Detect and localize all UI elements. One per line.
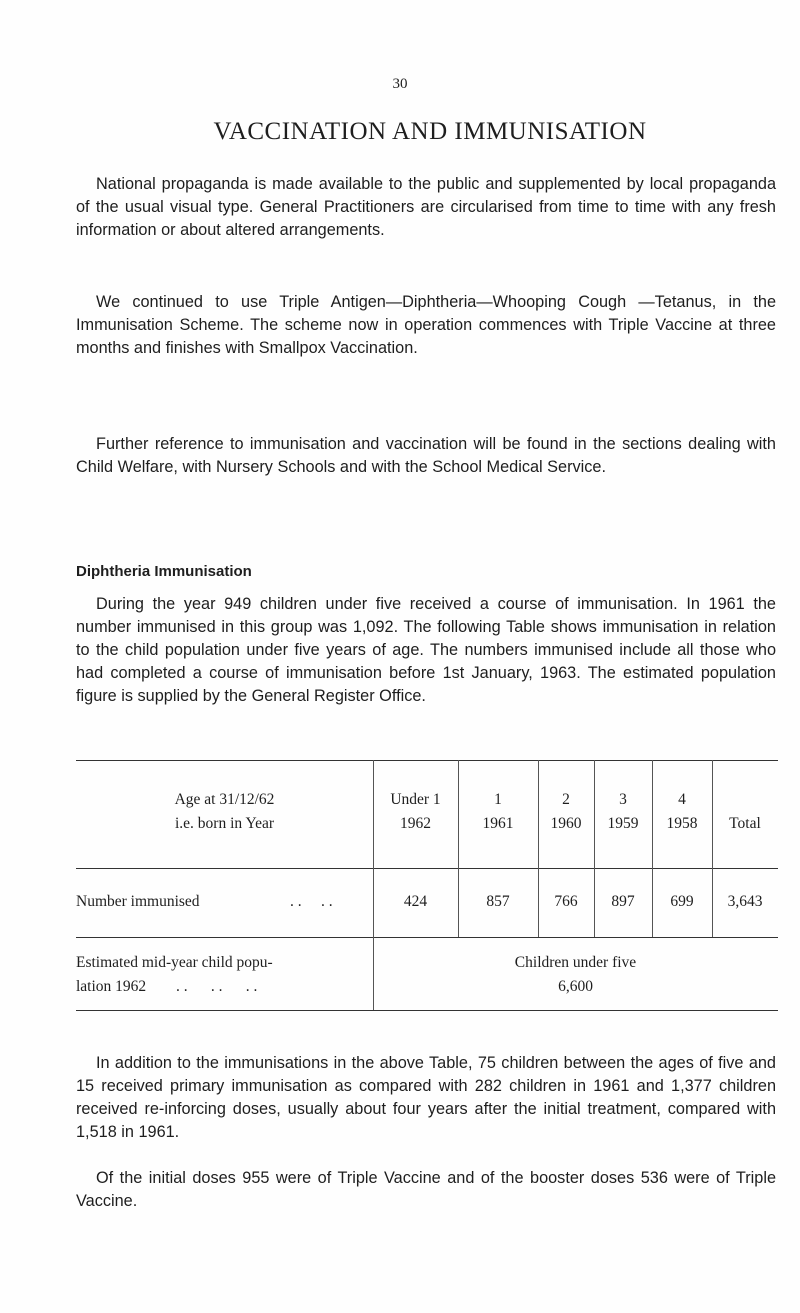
additional-immunisations-paragraph: In addition to the immunisations in the above Table, 75 children between the ages of five and 15 received primary immunisation as compared with 282 children in 1961 and 1,377 children received re-inforcing doses, usually about four years after the initial treatment, compared with 1,518 in 1961. <box>76 1054 776 1141</box>
triple-antigen-paragraph: We continued to use Triple Antigen—Diphtheria—Whooping Cough —Tetanus, in the Immunisation Scheme. The scheme now in operation commences with Triple Vaccine at three months and finishes with Smallpox Vaccination. <box>76 293 776 357</box>
section-heading: Diphtheria Immunisation <box>76 563 252 580</box>
table-row-rule <box>76 937 778 938</box>
col-year-1959: 1959 <box>607 815 639 832</box>
page-number: 30 <box>392 76 408 92</box>
col-total: Total <box>729 815 761 832</box>
estimate-caption: Children under five <box>514 954 637 971</box>
value-age-1: 857 <box>486 893 510 910</box>
col-age-2: 2 <box>562 791 570 808</box>
col-age-3: 3 <box>619 791 627 808</box>
estimate-label-dots: . . . . . . <box>176 978 258 995</box>
col-year-1961: 1961 <box>482 815 514 832</box>
table-header-year: i.e. born in Year <box>174 815 275 832</box>
value-under-1: 424 <box>403 893 428 910</box>
page-title: VACCINATION AND IMMUNISATION <box>213 118 647 145</box>
value-age-3: 897 <box>611 893 635 910</box>
estimate-label-line2: lation 1962 <box>76 978 147 995</box>
estimate-label-line1: Estimated mid-year child popu- <box>76 954 273 971</box>
immunisation-table <box>76 760 778 1010</box>
intro-paragraph: National propaganda is made available to the public and supplemented by local propaganda of the usual visual type. General Practitioners are circularised from time to time with any fresh information or about altered arrangements. <box>76 175 776 239</box>
col-age-under-1: Under 1 <box>390 791 441 808</box>
value-total: 3,643 <box>727 893 763 910</box>
col-year-1960: 1960 <box>550 815 582 832</box>
estimate-value: 6,600 <box>558 978 593 995</box>
initial-doses-paragraph: Of the initial doses 955 were of Triple Vaccine and of the booster doses 536 were of Triple Vaccine. <box>76 1169 776 1210</box>
table-header-rule <box>76 868 778 869</box>
col-age-4: 4 <box>678 791 686 808</box>
col-year-1958: 1958 <box>666 815 698 832</box>
row-label-dots: . . . . <box>290 893 333 910</box>
further-reference-paragraph: Further reference to immunisation and vaccination will be found in the sections dealing with Child Welfare, with Nursery Schools and with the School Medical Service. <box>76 435 776 476</box>
table-top-rule <box>76 760 778 761</box>
table-header-age: Age at 31/12/62 <box>174 791 275 808</box>
table-bottom-rule <box>76 1010 778 1011</box>
value-age-4: 699 <box>670 893 694 910</box>
col-age-1: 1 <box>494 791 502 808</box>
row-label-number-immunised: Number immunised <box>76 893 200 910</box>
value-age-2: 766 <box>554 893 578 910</box>
diphtheria-paragraph: During the year 949 children under five received a course of immunisation. In 1961 the number immunised in this group was 1,092. The following Table shows immunisation in relation to the child population under five years of age. The numbers immunised include all those who had completed a course of immunisation before 1st January, 1963. The estimated population figure is supplied by the General Register Office. <box>76 595 776 705</box>
col-year-1962: 1962 <box>400 815 431 832</box>
